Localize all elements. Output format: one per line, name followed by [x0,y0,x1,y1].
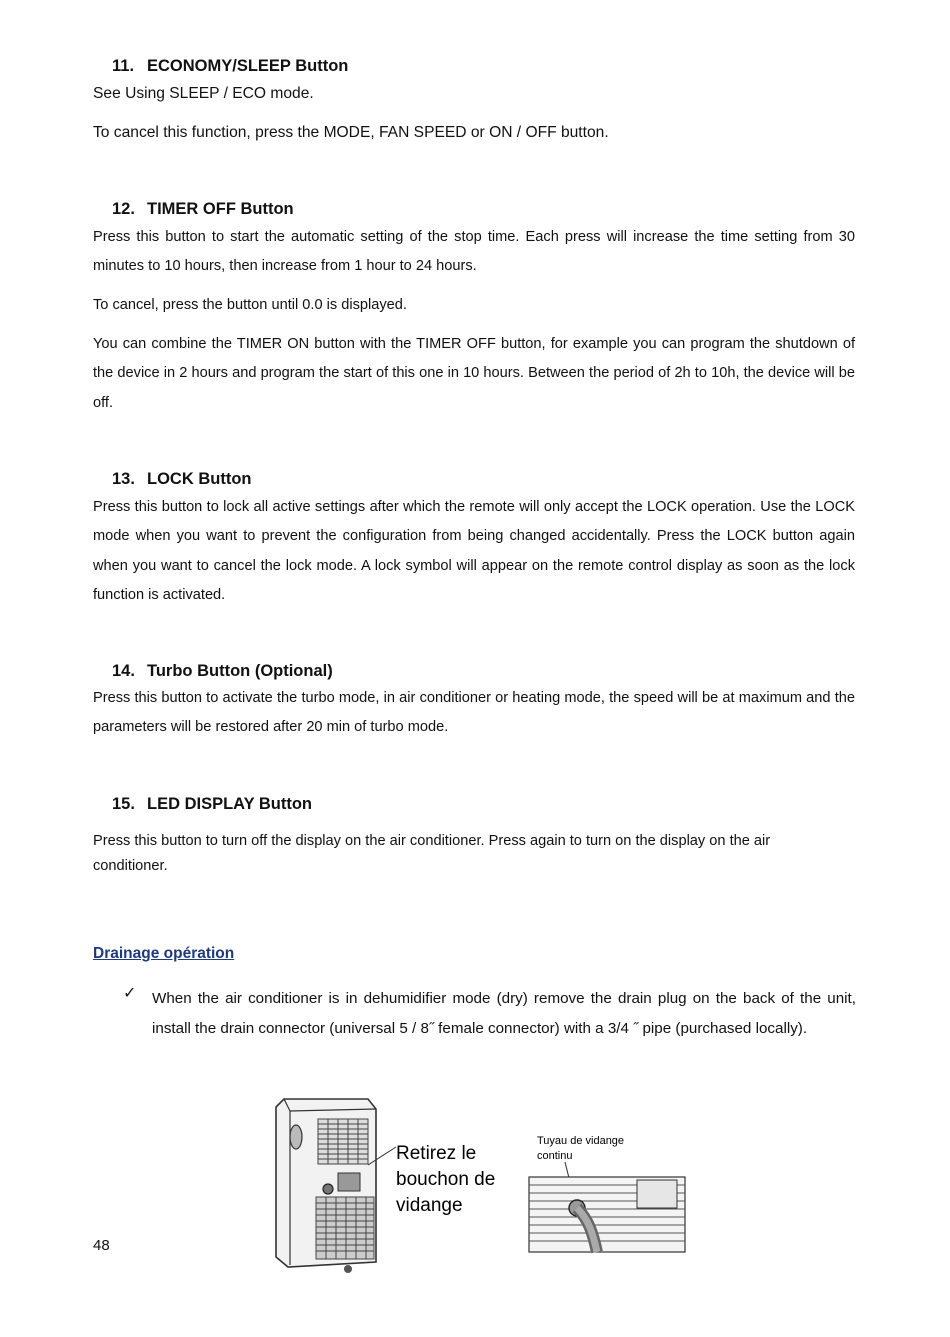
section-14-heading [112,662,333,681]
unit-drain-plug-figure [268,1097,498,1277]
figure-label-line: continu [537,1150,573,1162]
section-number: 12. [112,200,135,218]
section-title: LED DISPLAY Button [147,795,313,813]
section-11-heading [112,57,348,76]
drain-hose-figure [527,1130,689,1255]
section-15-heading [112,795,312,814]
section-12-heading [112,200,294,219]
paragraph: To cancel this function, press the MODE, FAN SPEED or ON / OFF button. [93,124,609,141]
paragraph: Press this button to start the automatic setting of the stop time. Each press will increase the time setting from 30 minutes to 10 hours, then increase from 1 hour to 24 hours. [93,229,855,275]
paragraph: Press this button to lock all active settings after which the remote will only accept the LOCK operation. Use the LOCK mode when you want to prevent the configuration from being changed accidentally. Press the LOCK button again when you want to cancel the lock mode. A lock symbol will appear on the remote control display as soon as the lock function is activated. [93,499,855,603]
bullet-text: When the air conditioner is in dehumidifier mode (dry) remove the drain plug on the back of the unit, install the drain connector (universal 5 / 8˝ female connector) with a 3/4 ˝ pipe (purchased locally). [152,990,856,1037]
section-number: 14. [112,662,135,680]
figure-label-line: bouchon de [396,1169,496,1190]
section-title: ECONOMY/SLEEP Button [147,57,349,75]
continuous-drain-hose-illustration [527,1130,689,1255]
paragraph: See Using SLEEP / ECO mode. [93,85,314,102]
section-title: TIMER OFF Button [147,200,294,218]
checkmark-icon: ✓ [123,985,137,1002]
paragraph: To cancel, press the button until 0.0 is displayed. [93,297,407,313]
page-number: 48 [93,1237,110,1254]
paragraph: Press this button to activate the turbo mode, in air conditioner or heating mode, the speed will be at maximum and the parameters will be restored after 20 min of turbo mode. [93,690,855,736]
section-title: Turbo Button (Optional) [147,662,333,680]
air-conditioner-back-illustration [268,1097,498,1277]
drainage-heading: Drainage opération [93,945,235,962]
section-number: 11. [112,57,135,75]
figure-label-line: Tuyau de vidange [537,1135,625,1147]
figure-label-line: Retirez le [396,1143,477,1164]
section-title: LOCK Button [147,470,252,488]
section-number: 15. [112,795,135,813]
section-number: 13. [112,470,135,488]
paragraph: Press this button to turn off the display on the air conditioner. Press again to turn on the display on the air conditioner. [93,833,771,874]
paragraph: You can combine the TIMER ON button with the TIMER OFF button, for example you can program the shutdown of the device in 2 hours and program the start of this one in 10 hours. Between the period of 2h to 10h, the device will be off. [93,336,855,411]
figure-label-line: vidange [396,1195,463,1216]
section-13-heading [112,470,251,489]
